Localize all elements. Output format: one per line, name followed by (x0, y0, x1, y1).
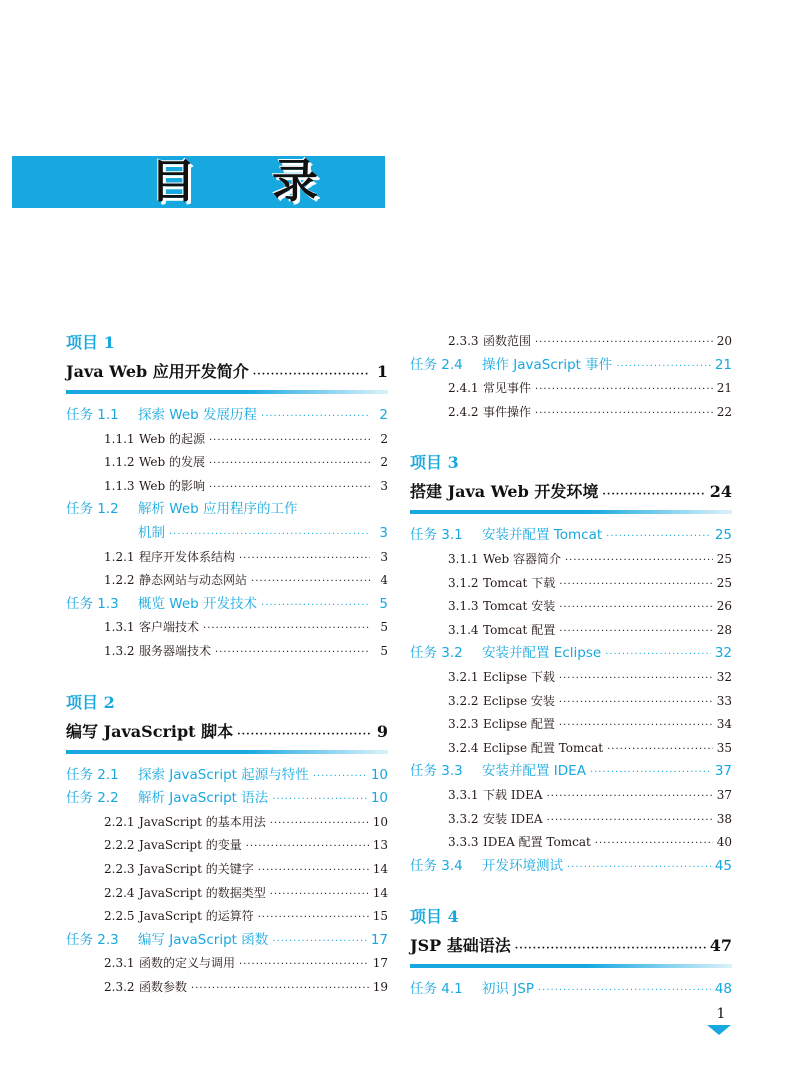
subsection-entry[interactable] (66, 616, 388, 640)
dot-leader (547, 809, 713, 833)
subsection-entry[interactable] (66, 976, 388, 1000)
task-title-continued: 机制 (138, 524, 165, 541)
subsection-title: 客户端技术 (139, 620, 200, 635)
task-entry[interactable] (410, 760, 732, 784)
dot-leader (559, 596, 713, 620)
subsection-number: 2.3.2 (104, 979, 135, 994)
dot-leader (270, 883, 369, 907)
dot-leader (209, 429, 370, 453)
page-ref: 5 (380, 643, 388, 658)
subsection-title: JavaScript 的基本用法 (139, 814, 266, 829)
subsection-number: 1.1.3 (104, 478, 135, 493)
subsection-entry[interactable] (66, 546, 388, 570)
page-ref: 13 (372, 838, 388, 853)
subsection-title: JavaScript 的关键字 (139, 861, 254, 876)
dot-leader (272, 788, 367, 812)
subsection-title: Web 的起源 (139, 431, 205, 446)
task-number: 任务 3.3 (410, 763, 463, 780)
subsection-entry[interactable] (410, 619, 732, 643)
page-ref: 33 (716, 693, 732, 708)
subsection-title: 常见事件 (483, 381, 532, 396)
page-ref: 24 (709, 482, 732, 502)
subsection-entry[interactable] (66, 475, 388, 499)
page-ref: 15 (372, 909, 388, 924)
project-title-text: 编写 JavaScript 脚本 (66, 721, 234, 741)
dot-leader (565, 549, 713, 573)
subsection-number: 1.3.1 (104, 620, 135, 635)
task-number: 任务 3.2 (410, 645, 463, 662)
subsection-entry[interactable] (66, 451, 388, 475)
subsection-number: 3.2.4 (448, 740, 479, 755)
task-entry-continued[interactable] (66, 522, 388, 546)
subsection-number: 2.3.1 (104, 956, 135, 971)
subsection-entry[interactable] (66, 952, 388, 976)
dot-leader (538, 979, 711, 1003)
task-entry[interactable] (66, 929, 388, 953)
dot-leader (191, 977, 369, 1001)
dot-leader (239, 547, 370, 571)
task-title: 初识 JSP (482, 981, 534, 998)
subsection-title: 静态网站与动态网站 (139, 573, 248, 588)
page-ref: 37 (716, 787, 732, 802)
subsection-title: Tomcat 下载 (483, 575, 556, 590)
task-title: 编写 JavaScript 函数 (138, 931, 269, 948)
subsection-number: 2.2.4 (104, 885, 135, 900)
page-ref: 35 (716, 740, 732, 755)
subsection-title: Web 的影响 (139, 478, 205, 493)
task-number: 任务 4.1 (410, 981, 463, 998)
dot-leader (261, 594, 370, 618)
project-label: 项目 3 (410, 453, 459, 473)
subsection-title: Eclipse 配置 Tomcat (483, 740, 604, 755)
page-ref: 3 (380, 478, 388, 493)
page-ref: 2 (380, 455, 388, 470)
dot-leader (203, 617, 370, 641)
subsection-number: 1.2.2 (104, 573, 135, 588)
dot-leader (209, 476, 370, 500)
subsection-title: Eclipse 下载 (483, 669, 555, 684)
task-entry[interactable] (66, 787, 388, 811)
subsection-title: Web 的发展 (139, 455, 205, 470)
subsection-title: JavaScript 的运算符 (139, 909, 254, 924)
subsection-title: JavaScript 的变量 (139, 838, 242, 853)
task-number: 任务 1.2 (66, 501, 119, 518)
subsection-entry[interactable] (410, 401, 732, 425)
page-ref: 38 (716, 811, 732, 826)
subsection-number: 3.1.4 (448, 622, 479, 637)
dot-leader (595, 832, 713, 856)
subsection-entry[interactable] (66, 834, 388, 858)
page-ref: 3 (380, 549, 388, 564)
subsection-entry[interactable] (410, 377, 732, 401)
section-gap (66, 664, 388, 690)
dot-leader (258, 859, 369, 883)
task-title: 探索 JavaScript 起源与特性 (138, 766, 309, 783)
subsection-title: 函数参数 (139, 979, 188, 994)
subsection-number: 2.4.2 (448, 404, 479, 419)
page-ref: 37 (714, 763, 732, 780)
subsection-number: 2.2.3 (104, 861, 135, 876)
subsection-number: 3.3.2 (448, 811, 479, 826)
page-ref: 10 (370, 790, 388, 807)
page-ref: 28 (716, 622, 732, 637)
page-ref: 26 (716, 599, 732, 614)
project-label: 项目 2 (66, 692, 115, 712)
subsection-number: 3.2.3 (448, 717, 479, 732)
dot-leader (239, 953, 369, 977)
subsection-number: 3.2.1 (448, 669, 479, 684)
task-title: 操作 JavaScript 事件 (482, 356, 613, 373)
task-entry[interactable] (410, 978, 732, 1002)
dot-leader (559, 573, 713, 597)
page-ref: 22 (716, 404, 732, 419)
task-title: 安装并配置 IDEA (482, 763, 586, 780)
project-heading[interactable] (66, 356, 388, 388)
page-ref: 40 (716, 835, 732, 850)
subsection-entry[interactable] (410, 572, 732, 596)
page-ref: 1 (376, 362, 388, 381)
subsection-title: 事件操作 (483, 404, 532, 419)
dot-leader (605, 643, 711, 667)
subsection-entry[interactable] (66, 428, 388, 452)
task-entry[interactable] (66, 764, 388, 788)
task-entry[interactable] (410, 642, 732, 666)
section-gap (410, 424, 732, 450)
dot-leader (169, 523, 370, 547)
subsection-title: 服务器端技术 (139, 643, 212, 658)
page-ref: 3 (379, 524, 388, 541)
task-title: 开发环境测试 (482, 857, 563, 874)
subsection-entry[interactable] (410, 713, 732, 737)
task-number: 任务 3.1 (410, 527, 463, 544)
page-ref: 2 (380, 431, 388, 446)
subsection-entry[interactable] (66, 640, 388, 664)
project-title-text: 搭建 Java Web 开发环境 (410, 482, 599, 502)
subsection-entry[interactable] (66, 858, 388, 882)
subsection-entry[interactable] (410, 595, 732, 619)
dot-leader (246, 835, 369, 859)
project-label: 项目 4 (410, 907, 459, 927)
subsection-entry[interactable] (410, 784, 732, 808)
subsection-number: 3.1.2 (448, 575, 479, 590)
page-ref: 9 (376, 721, 388, 741)
task-entry[interactable] (410, 855, 732, 879)
task-number: 任务 2.1 (66, 766, 119, 783)
dot-leader (261, 405, 370, 429)
page-ref: 45 (714, 857, 732, 874)
subsection-title: 安装 IDEA (483, 811, 543, 826)
dot-leader (567, 856, 711, 880)
dot-leader (237, 719, 370, 751)
page-number: 1 (716, 1006, 726, 1022)
page-ref: 32 (716, 669, 732, 684)
subsection-number: 1.2.1 (104, 549, 135, 564)
subsection-number: 1.1.1 (104, 431, 135, 446)
task-title: 解析 Web 应用程序的工作 (138, 501, 298, 518)
task-entry[interactable] (66, 404, 388, 428)
task-title: 安装并配置 Eclipse (482, 645, 602, 662)
page-ref: 25 (716, 551, 732, 566)
page-arrow-icon (707, 1025, 731, 1035)
task-title: 安装并配置 Tomcat (482, 527, 603, 544)
page-ref: 5 (380, 620, 388, 635)
page-ref: 21 (714, 356, 732, 373)
subsection-number: 2.4.1 (448, 381, 479, 396)
page-ref: 4 (380, 573, 388, 588)
subsection-title: Eclipse 配置 (483, 717, 555, 732)
toc-right-column (410, 330, 732, 1002)
subsection-title: Tomcat 安装 (483, 599, 556, 614)
subsection-number: 2.2.5 (104, 909, 135, 924)
dot-leader (559, 620, 713, 644)
subsection-number: 3.2.2 (448, 693, 479, 708)
subsection-number: 3.3.3 (448, 835, 479, 850)
dot-leader (251, 570, 370, 594)
page-ref: 48 (714, 981, 732, 998)
subsection-entry[interactable] (410, 666, 732, 690)
subsection-number: 3.1.1 (448, 551, 479, 566)
subsection-title: 下载 IDEA (483, 787, 543, 802)
subsection-title: Web 容器简介 (483, 551, 561, 566)
subsection-title: 程序开发体系结构 (139, 549, 236, 564)
project-heading[interactable] (410, 476, 732, 508)
page-ref: 2 (379, 407, 388, 423)
subsection-entry[interactable] (410, 737, 732, 761)
dot-leader (253, 359, 370, 391)
page-ref: 47 (709, 936, 732, 956)
dot-leader (270, 812, 369, 836)
subsection-number: 1.3.2 (104, 643, 135, 658)
subsection-entry[interactable] (410, 330, 732, 354)
project-label: 项目 1 (66, 333, 115, 352)
dot-leader (535, 378, 713, 402)
dot-leader (313, 765, 367, 789)
project-title-text: JSP 基础语法 (410, 936, 511, 956)
subsection-entry[interactable] (66, 811, 388, 835)
page-ref: 19 (372, 979, 388, 994)
page-ref: 10 (370, 766, 388, 783)
dot-leader (559, 691, 713, 715)
dot-leader (535, 331, 713, 355)
task-number: 任务 2.2 (66, 790, 119, 807)
page-ref: 17 (370, 931, 388, 948)
task-number: 任务 1.1 (66, 407, 119, 423)
dot-leader (590, 761, 711, 785)
task-number: 任务 2.4 (410, 356, 463, 373)
task-number: 任务 3.4 (410, 857, 463, 874)
subsection-number: 1.1.2 (104, 455, 135, 470)
page-title: 目 录 (150, 154, 349, 208)
task-title: 探索 Web 发展历程 (138, 407, 258, 423)
task-title: 解析 JavaScript 语法 (138, 790, 269, 807)
subsection-entry[interactable] (410, 831, 732, 855)
subsection-entry[interactable] (410, 548, 732, 572)
project-heading[interactable] (410, 930, 732, 962)
subsection-title: 函数范围 (483, 334, 532, 348)
page-ref: 17 (372, 956, 388, 971)
subsection-entry[interactable] (66, 569, 388, 593)
task-entry[interactable] (66, 498, 388, 522)
task-entry[interactable] (410, 354, 732, 378)
subsection-title: JavaScript 的数据类型 (139, 885, 266, 900)
page-ref: 14 (372, 861, 388, 876)
subsection-title: 函数的定义与调用 (139, 956, 236, 971)
page-ref: 21 (716, 381, 732, 396)
dot-leader (607, 738, 713, 762)
page-ref: 25 (716, 575, 732, 590)
task-number: 任务 2.3 (66, 931, 119, 948)
dot-leader (559, 714, 713, 738)
task-entry[interactable] (66, 593, 388, 617)
task-title: 概览 Web 开发技术 (138, 595, 258, 612)
dot-leader (272, 930, 367, 954)
subsection-entry[interactable] (410, 690, 732, 714)
page-ref: 20 (716, 334, 732, 348)
page-ref: 34 (716, 717, 732, 732)
subsection-number: 3.1.3 (448, 599, 479, 614)
section-gap (410, 878, 732, 904)
project-heading[interactable] (66, 716, 388, 748)
subsection-number: 3.3.1 (448, 787, 479, 802)
subsection-number: 2.3.3 (448, 334, 479, 348)
dot-leader (515, 933, 706, 965)
toc-left-column (66, 330, 388, 999)
page-ref: 25 (714, 527, 732, 544)
task-number: 任务 1.3 (66, 595, 119, 612)
subsection-entry[interactable] (410, 808, 732, 832)
subsection-number: 2.2.1 (104, 814, 135, 829)
dot-leader (215, 641, 370, 665)
dot-leader (209, 452, 370, 476)
dot-leader (535, 402, 713, 426)
subsection-entry[interactable] (66, 882, 388, 906)
dot-leader (547, 785, 713, 809)
subsection-number: 2.2.2 (104, 838, 135, 853)
page-ref: 14 (372, 885, 388, 900)
task-entry[interactable] (410, 524, 732, 548)
dot-leader (616, 355, 711, 379)
project-title-text: Java Web 应用开发简介 (66, 362, 249, 381)
dot-leader (559, 667, 713, 691)
dot-leader (606, 525, 711, 549)
page-ref: 10 (372, 814, 388, 829)
subsection-title: Eclipse 安装 (483, 693, 555, 708)
subsection-title: Tomcat 配置 (483, 622, 556, 637)
page-ref: 32 (714, 645, 732, 662)
subsection-entry[interactable] (66, 905, 388, 929)
page-ref: 5 (379, 595, 388, 612)
dot-leader (602, 479, 705, 511)
dot-leader (258, 906, 369, 930)
subsection-title: IDEA 配置 Tomcat (483, 835, 591, 850)
